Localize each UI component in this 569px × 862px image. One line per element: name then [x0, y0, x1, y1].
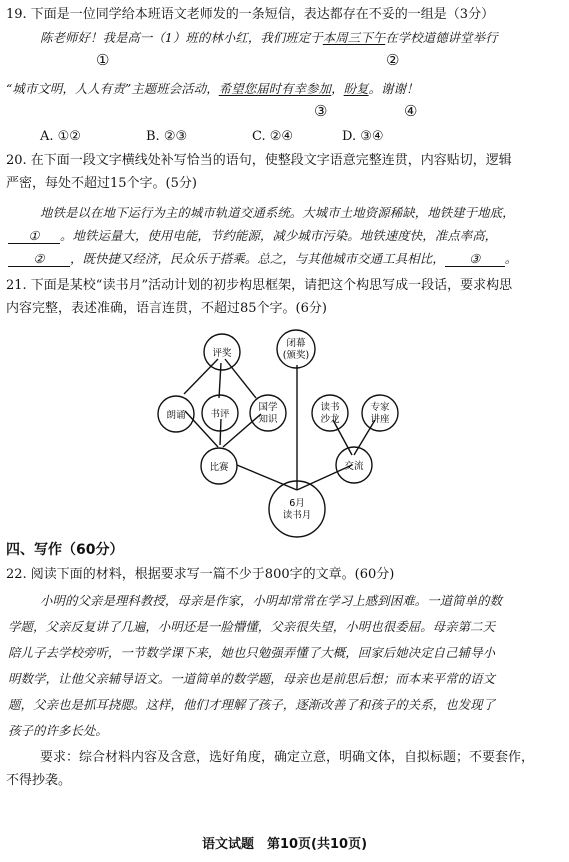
sms-underline-2: 希望您届时有幸参加 [218, 81, 332, 96]
q22-material-line3: 陪儿子去学校旁听，一节数学课下来，她也只勉强弄懂了大概，回家后她决定自己辅导小 [8, 645, 496, 660]
node-zhuanjia-l2: 讲座 [370, 414, 390, 425]
q20-blank-1[interactable]: ① [8, 228, 60, 244]
sms-text: 在学校道德讲堂举行 [385, 30, 498, 45]
node-guoxue-l1: 国学 [258, 402, 278, 413]
node-langsong: 朗诵 [166, 410, 186, 421]
node-bisai: 比赛 [209, 462, 229, 473]
node-jiaoliu: 交流 [344, 461, 364, 472]
q19-option-b: B. ②③ [146, 129, 188, 144]
q19-option-c: C. ②④ [252, 129, 294, 144]
q22-requirement-line1: 要求：综合材料内容及含意，选好角度，确定立意，明确文体，自拟标题；不要套作， [40, 750, 535, 765]
q19-stem: 19. 下面是一位同学给本班语文老师发的一条短信，表达都存在不妥的一组是（3分） [6, 7, 495, 22]
node-readmonth-l2: 读书月 [282, 510, 312, 521]
q21-stem-line2: 内容完整，表述准确，语言连贯，不超过85个字。(6分) [6, 301, 327, 316]
node-pingjiang: 评奖 [212, 348, 232, 359]
page-footer: 语文试题 第10页(共10页) [201, 837, 368, 852]
q19-mark-2: ② [386, 51, 400, 69]
node-bimu-l1: 闭幕 [286, 338, 306, 349]
q22-material-line6: 孩子的许多长处。 [8, 723, 108, 738]
passage-text: 。地铁运量大，使用电能，节约能源，减少城市污染。地铁速度快，准点率高， [60, 228, 498, 243]
q22-requirement-line2: 不得抄袭。 [6, 773, 72, 788]
q19-mark-1: ① [96, 51, 110, 69]
q22-material-line1: 小明的父亲是理科教授，母亲是作家，小明却常常在学习上感到困难。一道简单的数 [40, 593, 503, 608]
q22-material-line5: 题，父亲也是抓耳挠腮。这样，他们才理解了孩子，逐渐改善了和孩子的关系，也发现了 [8, 697, 496, 712]
node-zhuanjia-l1: 专家 [370, 402, 390, 413]
sms-underline-1: 本周三下午 [322, 30, 386, 45]
q20-blank-2[interactable]: ② [8, 251, 70, 267]
q20-stem-line1: 20. 在下面一段文字横线处补写恰当的语句，使整段文字语意完整连贯，内容贴切，逻辑 [6, 153, 512, 168]
node-dushu-l1: 读书 [320, 402, 340, 413]
q22-material-line4: 明数学，让他父亲辅导语文。一道简单的数学题，母亲也是前思后想；而本来平常的语文 [8, 671, 496, 686]
q21-stem-line1: 21. 下面是某校“读书月”活动计划的初步构思框架，请把这个构思写成一段话，要求构思 [6, 278, 513, 293]
node-shuping: 书评 [210, 409, 230, 420]
q22-material-line2: 学题，父亲反复讲了几遍，小明还是一脸懵懂，父亲很失望，小明也很委屈。母亲第二天 [8, 619, 496, 634]
q19-mark-4: ④ [404, 102, 418, 120]
passage-text: 。 [504, 251, 518, 266]
sms-text: 陈老师好！我是高一（1）班的林小红，我们班定于 [40, 30, 323, 45]
node-guoxue-l2: 知识 [258, 414, 278, 425]
q20-blank-3[interactable]: ③ [445, 251, 505, 267]
q19-option-d: D. ③④ [342, 129, 384, 144]
node-bimu-l2: (颁奖) [282, 350, 310, 361]
q22-stem: 22. 阅读下面的材料，根据要求写一篇不少于800字的文章。(60分) [6, 567, 395, 582]
sms-underline-3: 盼复 [343, 81, 369, 96]
q19-option-a: A. ①② [40, 129, 81, 144]
sms-text: “城市文明，人人有责”主题班会活动， [6, 81, 219, 96]
node-readmonth-l1: 6月 [289, 498, 305, 509]
q20-passage-line1: 地铁是以在地下运行为主的城市轨道交通系统。大城市土地资源稀缺，地铁建于地底， [40, 205, 515, 220]
q20-stem-line2: 严密，每处不超过15个字。(5分) [6, 176, 197, 191]
node-dushu-l2: 沙龙 [320, 414, 340, 425]
section-4-title: 四、写作（60分） [6, 542, 124, 558]
sms-text: 。谢谢！ [368, 81, 419, 96]
sms-text: ， [331, 81, 344, 96]
passage-text: ，既快捷又经济，民众乐于搭乘。总之，与其他城市交通工具相比， [70, 251, 445, 266]
q19-mark-3: ③ [314, 102, 328, 120]
